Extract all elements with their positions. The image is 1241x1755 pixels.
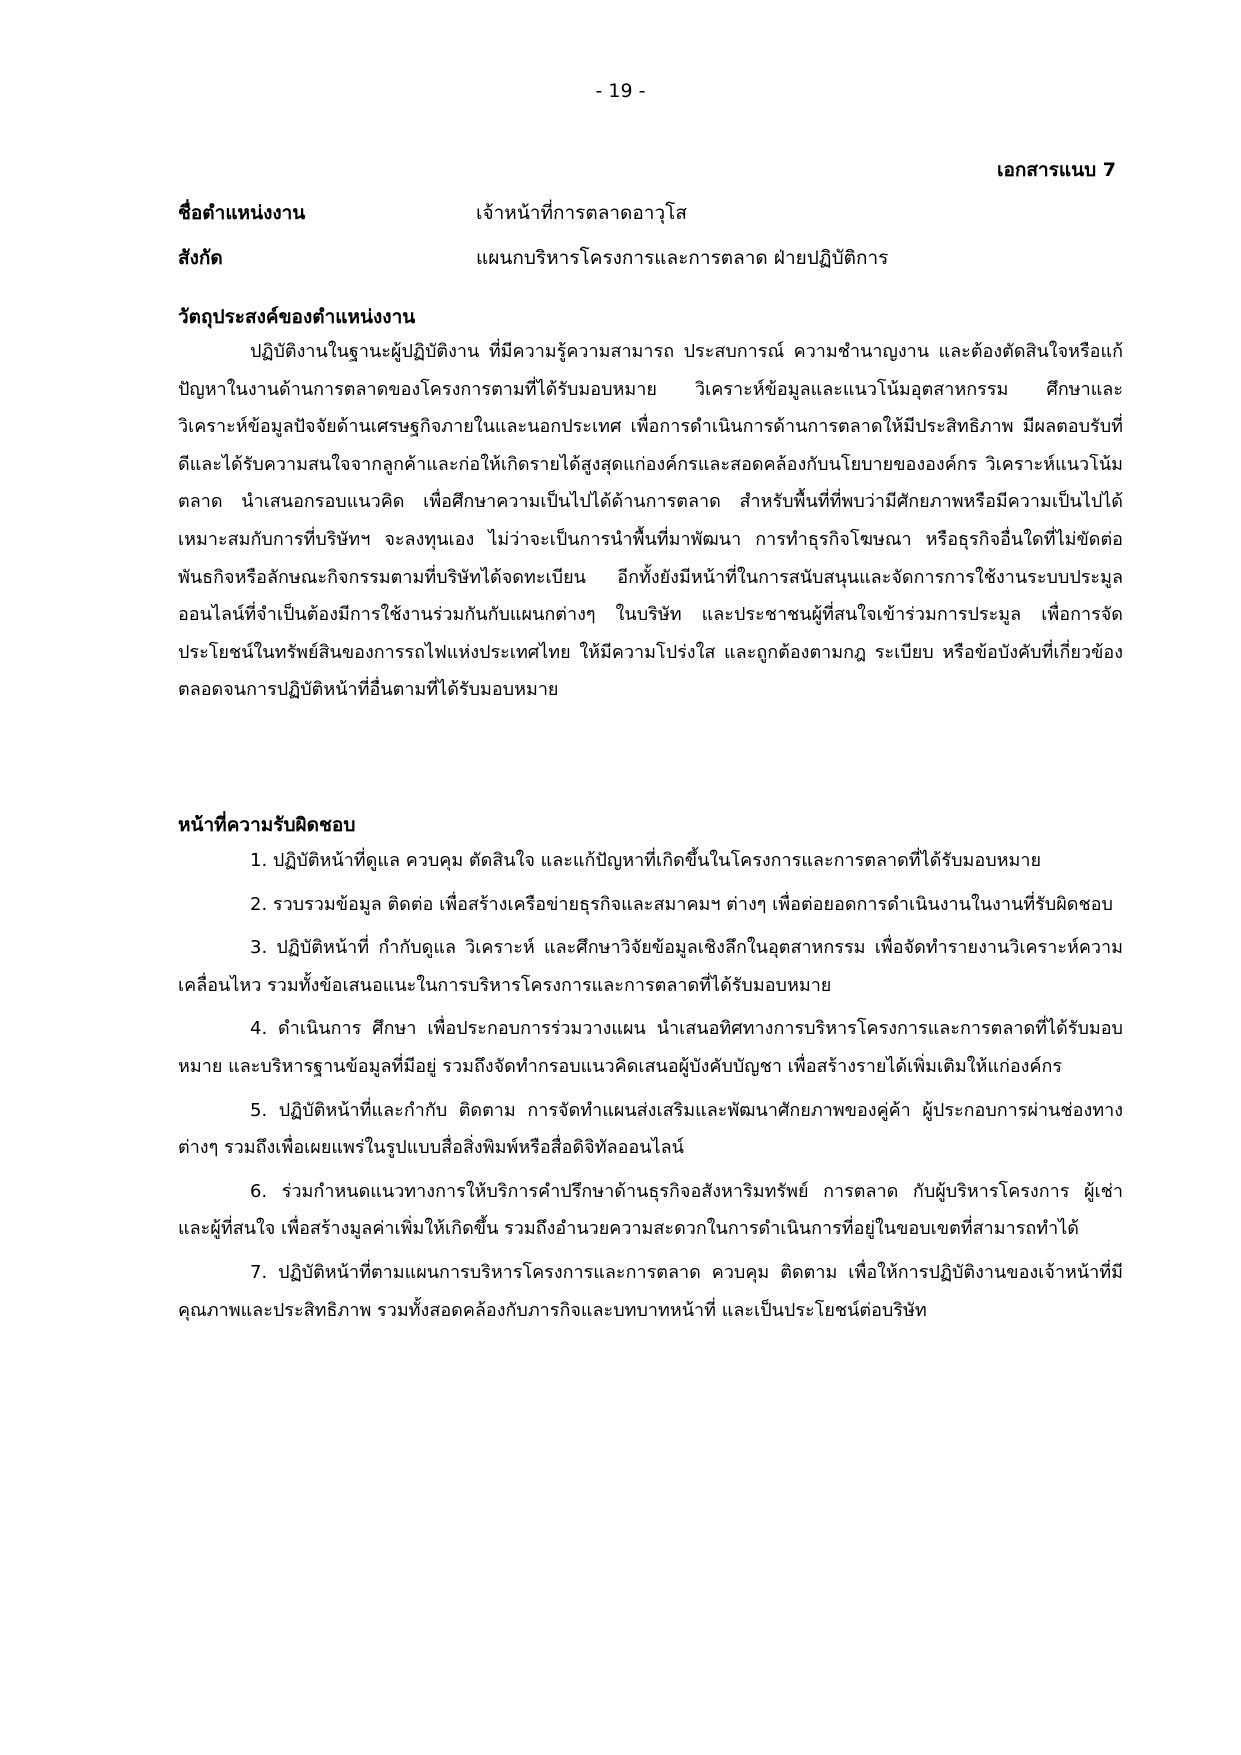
objective-section xyxy=(178,333,1123,709)
duty-item-4: 4. ดำเนินการ ศึกษา เพื่อประกอบการร่วมวางแผน นำเสนอทิศทางการบริหารโครงการและการตลาดที่ได้รับมอบหมาย และบริหารฐานข้อมูลที่มีอยู่ รวมถึงจัดทำกรอบแนวคิดเสนอผู้บังคับบัญชา เพื่อสร้างรายได้เพิ่มเติมให้แก่องค์กร xyxy=(178,1018,1123,1077)
objective-paragraph: ปฏิบัติงานในฐานะผู้ปฏิบัติงาน ที่มีความรู้ความสามารถ ประสบการณ์ ความชำนาญงาน และต้องตัดสินใจหรือแก้ปัญหาในงานด้านการตลาดของโครงการตามที่ได้รับมอบหมาย วิเคราะห์ข้อมูลและแนวโน้มอุตสาหกรรม ศึกษาและวิเคราะห์ข้อมูลปัจจัยด้านเศรษฐกิจภายในและนอกประเทศ เพื่อการดำเนินการด้านการตลาดให้มีประสิทธิภาพ มีผลตอบรับที่ดีและได้รับความสนใจจากลูกค้าและก่อให้เกิดรายได้สูงสุดแก่องค์กรและสอดคล้องกับนโยบายขององค์กร วิเคราะห์แนวโน้มตลาด นำเสนอกรอบแนวคิด เพื่อศึกษาความเป็นไปได้ด้านการตลาด สำหรับพื้นที่ที่พบว่ามีศักยภาพหรือมีความเป็นไปได้เหมาะสมกับการที่บริษัทฯ จะลงทุนเอง ไม่ว่าจะเป็นการนำพื้นที่มาพัฒนา การทำธุรกิจโฆษณา หรือธุรกิจอื่นใดที่ไม่ขัดต่อพันธกิจหรือลักษณะกิจกรรมตามที่บริษัทได้จดทะเบียน อีกทั้งยังมีหน้าที่ในการสนับสนุนและจัดการการใช้งานระบบประมูลออนไลน์ที่จำเป็นต้องมีการใช้งานร่วมกันกับแผนกต่างๆ ในบริษัท และประชาชนผู้ที่สนใจเข้าร่วมการประมูล เพื่อการจัดประโยชน์ในทรัพย์สินของการรถไฟแห่งประเทศไทย ให้มีความโปร่งใส และถูกต้องตามกฎ ระเบียบ หรือข้อบังคับที่เกี่ยวข้อง ตลอดจนการปฏิบัติหน้าที่อื่นตามที่ได้รับมอบหมาย xyxy=(178,341,1123,701)
duty-item-3: 3. ปฏิบัติหน้าที่ กำกับดูแล วิเคราะห์ และศึกษาวิจัยข้อมูลเชิงลึกในอุตสาหกรรม เพื่อจัดทำรายงานวิเคราะห์ความเคลื่อนไหว รวมทั้งข้อเสนอแนะในการบริหารโครงการและการตลาดที่ได้รับมอบหมาย xyxy=(178,937,1123,996)
duties-heading: หน้าที่ความรับผิดชอบ xyxy=(178,814,356,836)
position-title-value: เจ้าหน้าที่การตลาดอาวุโส xyxy=(476,202,687,224)
duty-item-1: 1. ปฏิบัติหน้าที่ดูแล ควบคุม ตัดสินใจ และแก้ปัญหาที่เกิดขึ้นในโครงการและการตลาดที่ได้รับมอบหมาย xyxy=(250,850,1041,871)
department-value: แผนกบริหารโครงการและการตลาด ฝ่ายปฏิบัติการ xyxy=(476,247,889,269)
position-title-label: ชื่อตำแหน่งงาน xyxy=(178,202,306,224)
duty-item-2: 2. รวบรวมข้อมูล ติดต่อ เพื่อสร้างเครือข่ายธุรกิจและสมาคมฯ ต่างๆ เพื่อต่อยอดการดำเนินงานในงานที่รับผิดชอบ xyxy=(250,893,1113,915)
duty-item-6: 6. ร่วมกำหนดแนวทางการให้บริการคำปรึกษาด้านธุรกิจอสังหาริมทรัพย์ การตลาด กับผู้บริหารโครงการ ผู้เช่า และผู้ที่สนใจ เพื่อสร้างมูลค่าเพิ่มให้เกิดขึ้น รวมถึงอำนวยความสะดวกในการดำเนินการที่อยู่ในขอบเขตที่สามารถทำได้ xyxy=(178,1180,1123,1240)
department-label: สังกัด xyxy=(178,247,223,269)
position-title-row xyxy=(178,198,1118,238)
objective-heading: วัตถุประสงค์ของตำแหน่งงาน xyxy=(178,306,416,328)
attachment-label: เอกสารแนบ 7 xyxy=(996,159,1116,181)
duty-item-7: 7. ปฏิบัติหน้าที่ตามแผนการบริหารโครงการและการตลาด ควบคุม ติดตาม เพื่อให้การปฏิบัติงานของเจ้าหน้าที่มีคุณภาพและประสิทธิภาพ รวมทั้งสอดคล้องกับภารกิจและบทบาทหน้าที่ และเป็นประโยชน์ต่อบริษัท xyxy=(178,1261,1123,1321)
page-number: - 19 - xyxy=(595,80,646,102)
duty-item-5: 5. ปฏิบัติหน้าที่และกำกับ ติดตาม การจัดทำแผนส่งเสริมและพัฒนาศักยภาพของคู่ค้า ผู้ประกอบการผ่านช่องทางต่างๆ รวมถึงเพื่อเผยแพร่ในรูปแบบสื่อสิ่งพิมพ์หรือสื่อดิจิทัลออนไลน์ xyxy=(178,1099,1123,1159)
department-row xyxy=(178,243,1118,283)
duties-list xyxy=(178,842,1123,1335)
